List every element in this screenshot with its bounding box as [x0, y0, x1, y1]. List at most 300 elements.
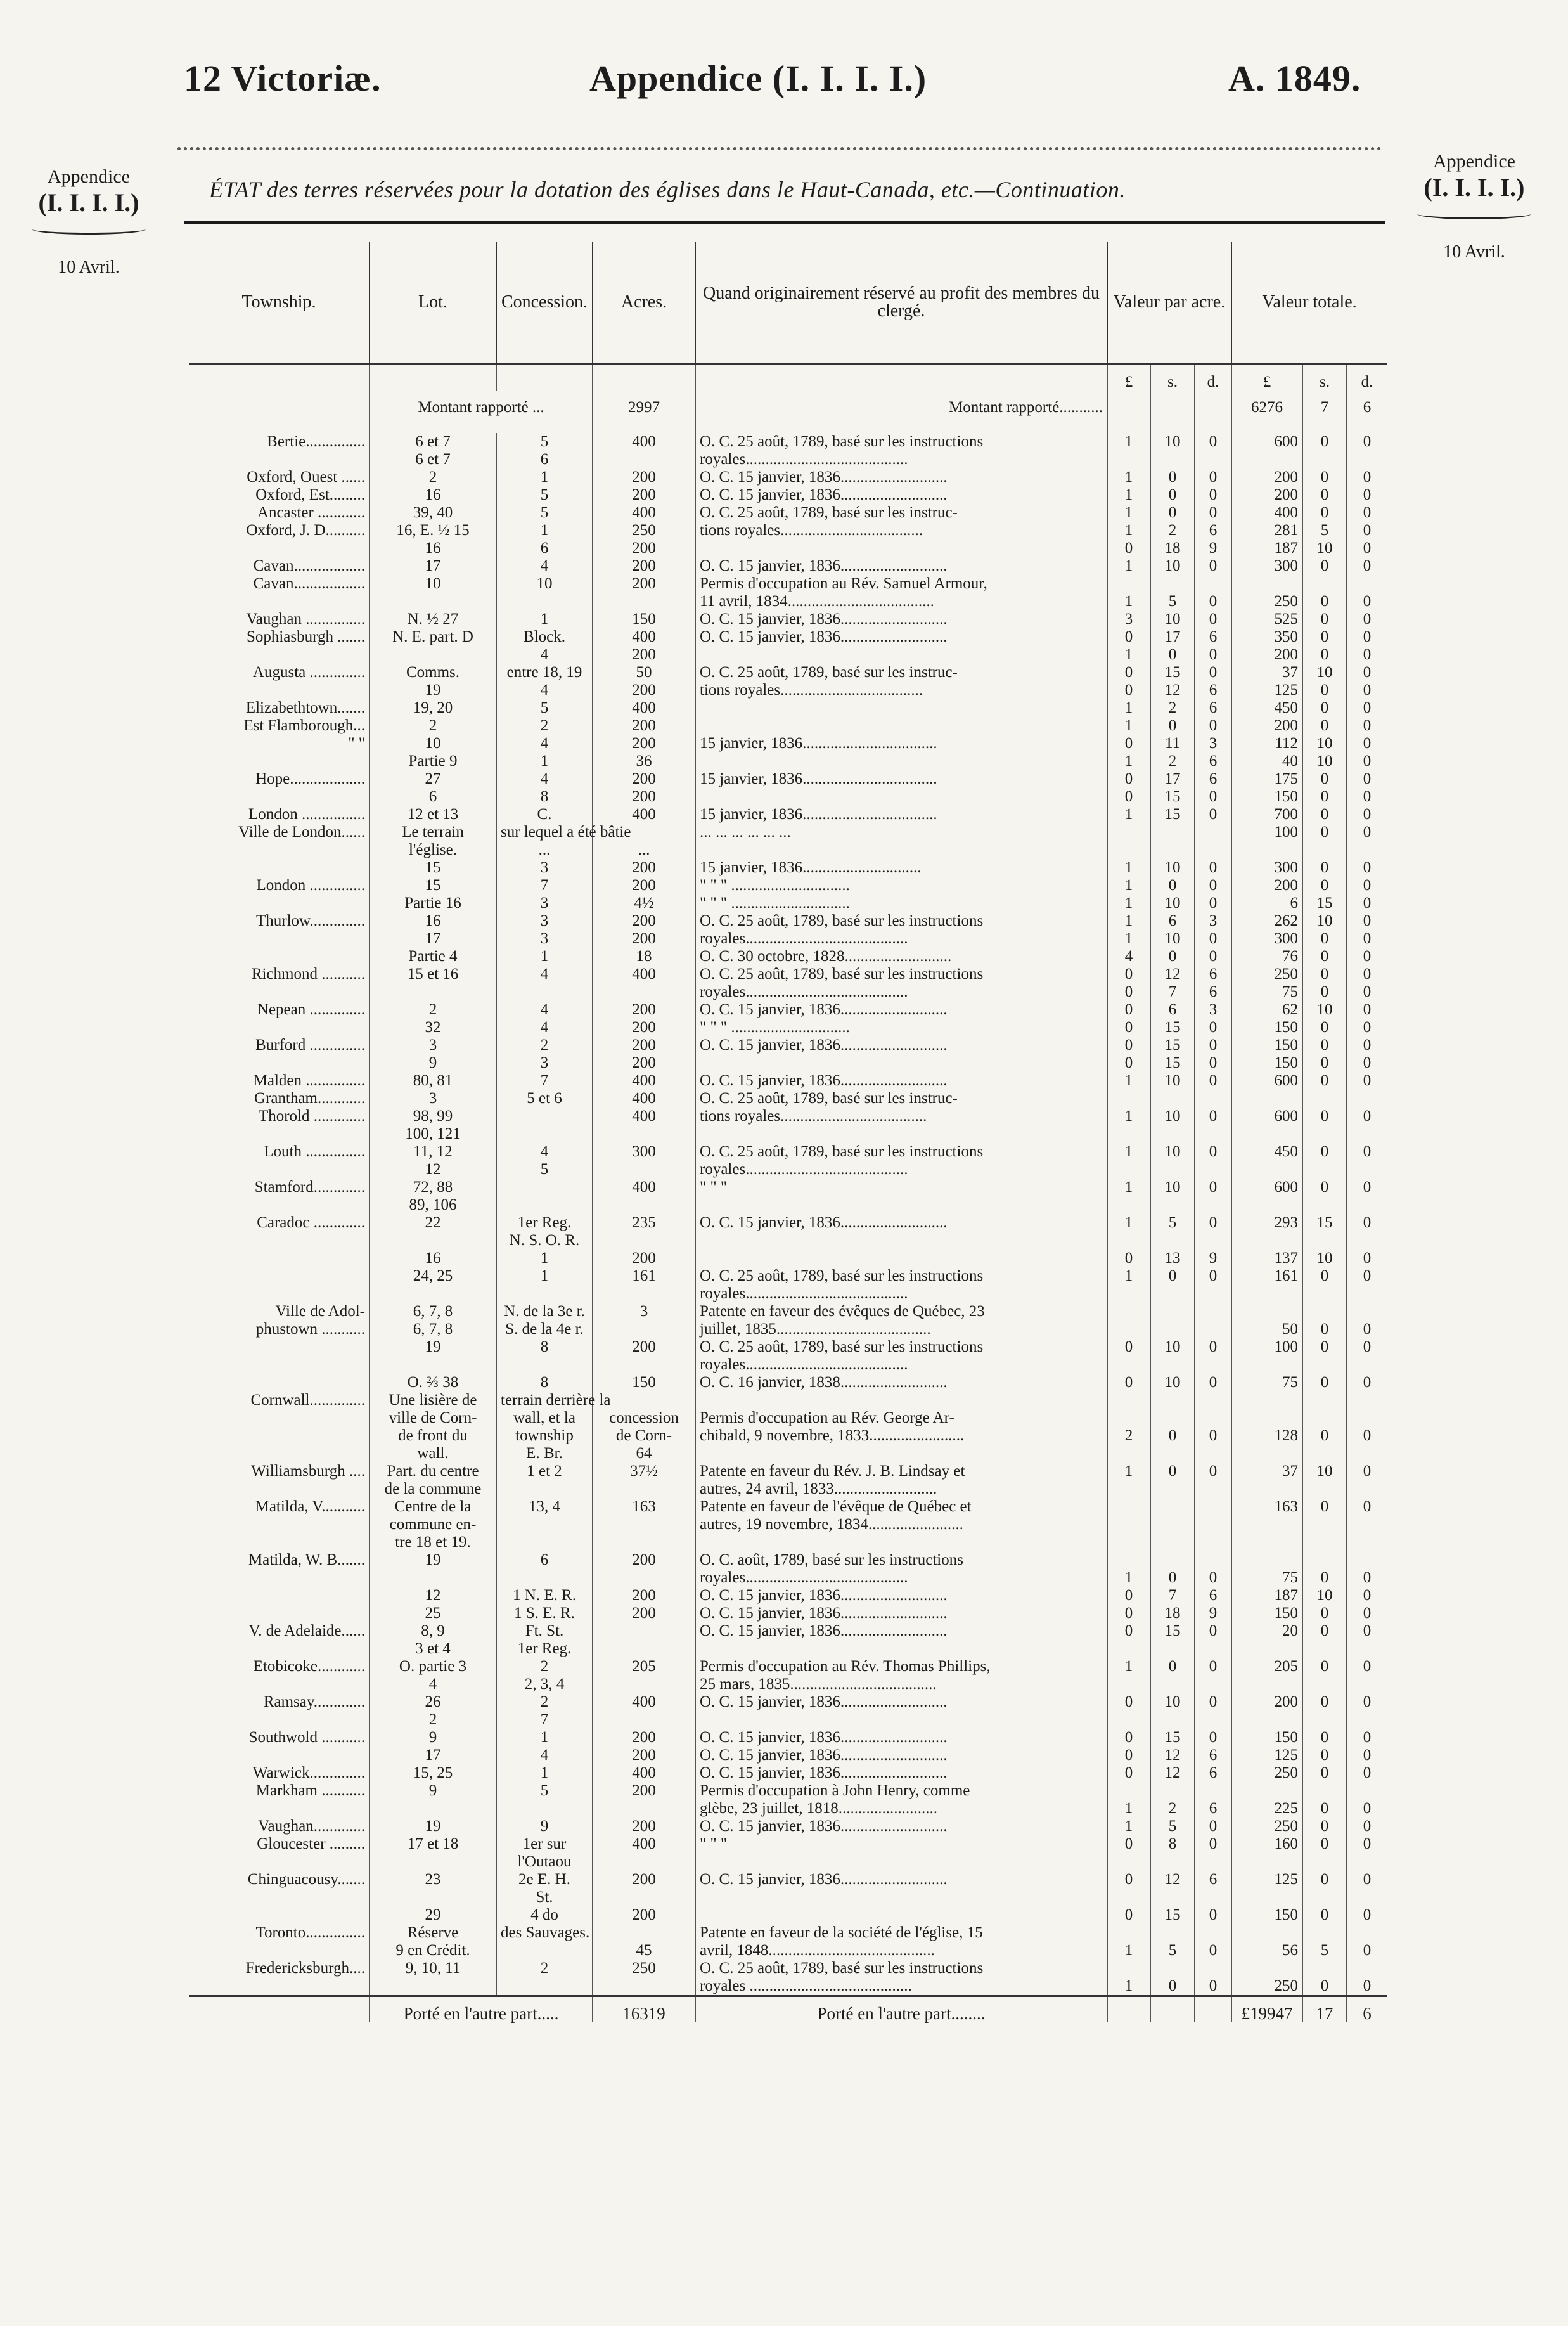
- cell-total-pounds: [1231, 1161, 1302, 1179]
- cell-total-pounds: 20: [1231, 1622, 1302, 1640]
- table-row: [189, 1871, 1387, 1889]
- cell-acres: 400: [593, 504, 695, 522]
- cell-shillings-per-acre: 15: [1150, 788, 1195, 806]
- table-row: [189, 486, 1387, 504]
- cell-total-pounds: 250: [1231, 1977, 1302, 1996]
- cell-shillings-per-acre: 11: [1150, 735, 1195, 753]
- cell-reserve-date: [695, 1640, 1107, 1658]
- cell-total-pounds: 150: [1231, 1605, 1302, 1622]
- cell-concession: wall, et la: [496, 1409, 593, 1427]
- cell-pounds-per-acre: [1107, 1534, 1150, 1551]
- cell-reserve-date: [695, 841, 1107, 859]
- cell-lot: 6, 7, 8: [370, 1303, 496, 1321]
- cell-concession: 4: [496, 1019, 593, 1037]
- cell-total-shillings: 0: [1302, 628, 1347, 646]
- cell-total-pence: 0: [1347, 1835, 1387, 1853]
- cell-shillings-per-acre: [1150, 1924, 1195, 1942]
- cell-total-pence: 0: [1347, 1250, 1387, 1267]
- cell-total-pence: [1347, 1782, 1387, 1800]
- cell-reserve-date: O. C. 15 janvier, 1836...........................: [695, 468, 1107, 486]
- cell-total-pence: 0: [1347, 1942, 1387, 1960]
- cell-pence-per-acre: 0: [1195, 1267, 1231, 1285]
- cell-shillings-per-acre: 10: [1150, 930, 1195, 948]
- cell-reserve-date: royales.........................................: [695, 983, 1107, 1001]
- cell-total-pence: 0: [1347, 1693, 1387, 1711]
- cell-concession: [496, 1285, 593, 1303]
- cell-shillings-per-acre: 15: [1150, 1054, 1195, 1072]
- cell-reserve-date: Permis d'occupation au Rév. Thomas Phillips,: [695, 1658, 1107, 1676]
- cell-pounds-per-acre: 0: [1107, 682, 1150, 699]
- cell-reserve-date: Permis d'occupation à John Henry, comme: [695, 1782, 1107, 1800]
- cell-shillings-per-acre: 15: [1150, 806, 1195, 824]
- cell-shillings-per-acre: 15: [1150, 1622, 1195, 1640]
- cell-lot: 39, 40: [370, 504, 496, 522]
- cell-concession: ...: [496, 841, 593, 859]
- cell-pence-per-acre: 0: [1195, 948, 1231, 966]
- cell-pounds-per-acre: [1107, 1853, 1150, 1871]
- table-row: [189, 1729, 1387, 1747]
- cell-concession: 4: [496, 557, 593, 575]
- cell-township: Elizabethtown.......: [245, 699, 365, 716]
- cell-township: Ville de London......: [238, 824, 365, 841]
- cell-concession: [496, 1977, 593, 1996]
- cell-acres: [593, 1640, 695, 1658]
- table-row: [189, 1037, 1387, 1054]
- cell-township: Thorold .............: [258, 1108, 365, 1125]
- table-row: [189, 540, 1387, 557]
- cell-pounds-per-acre: 0: [1107, 1764, 1150, 1782]
- carried-forward-desc: Porté en l'autre part........: [695, 1996, 1107, 2023]
- cell-reserve-date: [695, 540, 1107, 557]
- table-row: [189, 1676, 1387, 1693]
- cell-lot: tre 18 et 19.: [370, 1534, 496, 1551]
- unit-shillings: s.: [1150, 364, 1195, 392]
- cell-total-pence: 0: [1347, 983, 1387, 1001]
- cell-pence-per-acre: 6: [1195, 1587, 1231, 1605]
- cell-total-pounds: 128: [1231, 1427, 1302, 1445]
- table-row: [189, 1179, 1387, 1196]
- cell-concession: [496, 1196, 593, 1214]
- cell-total-pence: [1347, 575, 1387, 593]
- cell-township: Matilda, V...........: [255, 1498, 365, 1515]
- cell-shillings-per-acre: [1150, 1321, 1195, 1338]
- cell-pounds-per-acre: [1107, 1480, 1150, 1498]
- col-acres: Acres.: [593, 242, 695, 364]
- cell-total-shillings: [1302, 1711, 1347, 1729]
- cell-pence-per-acre: [1195, 1640, 1231, 1658]
- cell-lot: 12 et 13: [370, 806, 496, 824]
- cell-pence-per-acre: [1195, 1232, 1231, 1250]
- cell-lot: [370, 1853, 496, 1871]
- table-row: [189, 1356, 1387, 1374]
- cell-lot: 16: [370, 540, 496, 557]
- cell-reserve-date: O. C. 15 janvier, 1836...........................: [695, 486, 1107, 504]
- cell-total-pence: 0: [1347, 877, 1387, 895]
- cell-total-shillings: [1302, 1161, 1347, 1179]
- cell-total-shillings: 10: [1302, 735, 1347, 753]
- cell-total-pence: 0: [1347, 1729, 1387, 1747]
- cell-lot: Une lisière de: [370, 1392, 496, 1409]
- table-row: [189, 504, 1387, 522]
- cell-concession: 3: [496, 859, 593, 877]
- cell-pence-per-acre: [1195, 1285, 1231, 1303]
- cell-total-pounds: 160: [1231, 1835, 1302, 1853]
- cell-total-pounds: [1231, 1782, 1302, 1800]
- cell-pounds-per-acre: 1: [1107, 877, 1150, 895]
- cell-shillings-per-acre: [1150, 1125, 1195, 1143]
- cell-shillings-per-acre: 0: [1150, 504, 1195, 522]
- cell-pounds-per-acre: 3: [1107, 611, 1150, 628]
- table-row: [189, 1019, 1387, 1037]
- cell-total-pounds: 700: [1231, 806, 1302, 824]
- cell-concession: 5: [496, 1161, 593, 1179]
- cell-reserve-date: O. C. 25 août, 1789, basé sur les instruc-: [695, 1090, 1107, 1108]
- cell-reserve-date: autres, 24 avril, 1833..........................: [695, 1480, 1107, 1498]
- cell-shillings-per-acre: 0: [1150, 877, 1195, 895]
- cell-township: [189, 948, 370, 966]
- cell-total-pence: 0: [1347, 1764, 1387, 1782]
- cell-total-pence: 0: [1347, 948, 1387, 966]
- cell-total-pence: [1347, 1409, 1387, 1427]
- cell-township: Vaughan ...............: [246, 611, 365, 628]
- table-row: [189, 1392, 1387, 1409]
- cell-concession: 5: [496, 504, 593, 522]
- cell-pounds-per-acre: [1107, 1356, 1150, 1374]
- cell-total-shillings: [1302, 1392, 1347, 1409]
- cell-total-pence: [1347, 1534, 1387, 1551]
- cell-pence-per-acre: [1195, 1711, 1231, 1729]
- cell-township: Bertie...............: [267, 433, 365, 450]
- cell-township: Nepean ..............: [257, 1001, 365, 1018]
- cell-reserve-date: O. C. 25 août, 1789, basé sur les instructions: [695, 433, 1107, 451]
- cell-reserve-date: [695, 1392, 1107, 1409]
- header-divider: [177, 147, 1382, 150]
- cell-township: Warwick..............: [252, 1764, 365, 1781]
- cell-acres: concession: [593, 1409, 695, 1427]
- cell-concession: C.: [496, 806, 593, 824]
- cell-acres: 200: [593, 1871, 695, 1889]
- cell-reserve-date: [695, 788, 1107, 806]
- cell-total-shillings: 0: [1302, 1835, 1347, 1853]
- cell-total-pence: 0: [1347, 611, 1387, 628]
- cell-total-pounds: 600: [1231, 1072, 1302, 1090]
- cell-total-shillings: 0: [1302, 433, 1347, 451]
- cell-township: " ": [348, 735, 365, 752]
- cell-lot: [370, 1232, 496, 1250]
- cell-total-pounds: 525: [1231, 611, 1302, 628]
- cell-township: [189, 1942, 370, 1960]
- cell-concession: [496, 1569, 593, 1587]
- cell-shillings-per-acre: 0: [1150, 1658, 1195, 1676]
- unit-pence: d.: [1195, 364, 1231, 392]
- cell-concession: 2: [496, 1960, 593, 1977]
- table-row: [189, 433, 1387, 451]
- cell-reserve-date: O. C. 15 janvier, 1836...........................: [695, 557, 1107, 575]
- cell-total-shillings: [1302, 1640, 1347, 1658]
- cell-reserve-date: [695, 1125, 1107, 1143]
- cell-acres: 200: [593, 1054, 695, 1072]
- cell-reserve-date: [695, 1445, 1107, 1463]
- cell-lot: 9: [370, 1054, 496, 1072]
- cell-total-pounds: 450: [1231, 699, 1302, 717]
- cell-total-pounds: 300: [1231, 557, 1302, 575]
- cell-total-pounds: [1231, 1516, 1302, 1534]
- cell-pence-per-acre: [1195, 451, 1231, 468]
- cell-pounds-per-acre: 0: [1107, 1338, 1150, 1356]
- cell-acres: 400: [593, 1090, 695, 1108]
- column-headers: [189, 242, 1387, 364]
- cell-total-pounds: [1231, 575, 1302, 593]
- cell-reserve-date: royales .........................................: [695, 1977, 1107, 1996]
- cell-reserve-date: [695, 646, 1107, 664]
- cell-township: Richmond ...........: [251, 966, 365, 983]
- cell-lot: 72, 88: [370, 1179, 496, 1196]
- brought-forward-pounds: 6276: [1231, 391, 1302, 433]
- cell-total-pence: 0: [1347, 1427, 1387, 1445]
- cell-total-pence: 0: [1347, 912, 1387, 930]
- cell-pounds-per-acre: 1: [1107, 1143, 1150, 1161]
- cell-pence-per-acre: 0: [1195, 895, 1231, 912]
- cell-lot: 16: [370, 486, 496, 504]
- table-row: [189, 1622, 1387, 1640]
- cell-acres: 400: [593, 628, 695, 646]
- cell-total-pence: 0: [1347, 1374, 1387, 1392]
- cell-total-shillings: [1302, 1676, 1347, 1693]
- cell-pence-per-acre: [1195, 1853, 1231, 1871]
- cell-pence-per-acre: 0: [1195, 1835, 1231, 1853]
- cell-total-shillings: 0: [1302, 646, 1347, 664]
- table-row: [189, 1605, 1387, 1622]
- cell-total-pence: 0: [1347, 1321, 1387, 1338]
- cell-pence-per-acre: 0: [1195, 1977, 1231, 1996]
- cell-shillings-per-acre: 2: [1150, 1800, 1195, 1818]
- cell-concession: terrain derrière la: [496, 1392, 593, 1409]
- cell-acres: 50: [593, 664, 695, 682]
- cell-total-pounds: 187: [1231, 540, 1302, 557]
- cell-acres: 205: [593, 1658, 695, 1676]
- cell-reserve-date: " " " ..............................: [695, 895, 1107, 912]
- cell-lot: 11, 12: [370, 1143, 496, 1161]
- cell-acres: 200: [593, 1747, 695, 1764]
- table-row: [189, 1108, 1387, 1125]
- cell-lot: 100, 121: [370, 1125, 496, 1143]
- table-row: [189, 717, 1387, 735]
- cell-pounds-per-acre: 0: [1107, 1747, 1150, 1764]
- cell-acres: 200: [593, 468, 695, 486]
- cell-pounds-per-acre: 0: [1107, 1250, 1150, 1267]
- cell-reserve-date: O. C. 25 août, 1789, basé sur les instruc-: [695, 664, 1107, 682]
- cell-lot: l'église.: [370, 841, 496, 859]
- cell-total-shillings: 0: [1302, 770, 1347, 788]
- cell-total-pence: 0: [1347, 1072, 1387, 1090]
- cell-township: [189, 451, 370, 468]
- cell-concession: Block.: [496, 628, 593, 646]
- table-row: [189, 806, 1387, 824]
- cell-pounds-per-acre: 1: [1107, 1942, 1150, 1960]
- cell-lot: 3: [370, 1037, 496, 1054]
- cell-pounds-per-acre: 1: [1107, 433, 1150, 451]
- cell-reserve-date: O. C. 25 août, 1789, basé sur les instruc-: [695, 504, 1107, 522]
- cell-pence-per-acre: 0: [1195, 646, 1231, 664]
- cell-pence-per-acre: 0: [1195, 1622, 1231, 1640]
- cell-total-pence: [1347, 1516, 1387, 1534]
- cell-pounds-per-acre: 1: [1107, 1800, 1150, 1818]
- table-row: [189, 1800, 1387, 1818]
- cell-shillings-per-acre: [1150, 1356, 1195, 1374]
- cell-township: [189, 1569, 370, 1587]
- cell-shillings-per-acre: 10: [1150, 1374, 1195, 1392]
- cell-total-pounds: 100: [1231, 824, 1302, 841]
- cell-township: Oxford, J. D..........: [246, 522, 365, 539]
- cell-reserve-date: Patente en faveur des évêques de Québec, 23: [695, 1303, 1107, 1321]
- cell-reserve-date: O. C. 15 janvier, 1836...........................: [695, 1622, 1107, 1640]
- cell-total-shillings: 0: [1302, 1622, 1347, 1640]
- cell-shillings-per-acre: [1150, 1782, 1195, 1800]
- cell-concession: S. de la 4e r.: [496, 1321, 593, 1338]
- cell-pence-per-acre: 6: [1195, 1747, 1231, 1764]
- cell-reserve-date: O. C. 15 janvier, 1836...........................: [695, 1747, 1107, 1764]
- right-margin-note: [1385, 151, 1563, 262]
- cell-total-pence: 0: [1347, 1108, 1387, 1125]
- table-row: [189, 1818, 1387, 1835]
- cell-pence-per-acre: [1195, 1516, 1231, 1534]
- table-row: [189, 557, 1387, 575]
- table-row: [189, 628, 1387, 646]
- cell-shillings-per-acre: 0: [1150, 717, 1195, 735]
- cell-lot: 6 et 7: [370, 451, 496, 468]
- cell-township: Sophiasburgh .......: [246, 628, 365, 645]
- cell-lot: 98, 99: [370, 1108, 496, 1125]
- cell-shillings-per-acre: [1150, 1196, 1195, 1214]
- cell-pounds-per-acre: [1107, 1676, 1150, 1693]
- cell-shillings-per-acre: 0: [1150, 468, 1195, 486]
- cell-total-shillings: 0: [1302, 1498, 1347, 1516]
- cell-acres: [593, 1977, 695, 1996]
- cell-lot: 27: [370, 770, 496, 788]
- cell-pounds-per-acre: 0: [1107, 1587, 1150, 1605]
- cell-township: [189, 983, 370, 1001]
- cell-total-pence: 0: [1347, 1800, 1387, 1818]
- table-row: [189, 1782, 1387, 1800]
- cell-total-shillings: 0: [1302, 788, 1347, 806]
- cell-township: [189, 859, 370, 877]
- cell-total-pence: 0: [1347, 1977, 1387, 1996]
- cell-pounds-per-acre: [1107, 1232, 1150, 1250]
- cell-acres: 400: [593, 966, 695, 983]
- margin-date: 10 Avril.: [1443, 242, 1505, 262]
- cell-shillings-per-acre: [1150, 451, 1195, 468]
- cell-acres: 200: [593, 1250, 695, 1267]
- cell-concession: 6: [496, 1551, 593, 1569]
- cell-lot: Réserve: [370, 1924, 496, 1942]
- cell-acres: [593, 1161, 695, 1179]
- cell-township: Ville de Adol-: [275, 1303, 365, 1320]
- table-row: [189, 1321, 1387, 1338]
- cell-reserve-date: O. C. 15 janvier, 1836...........................: [695, 1587, 1107, 1605]
- cell-lot: 15: [370, 859, 496, 877]
- cell-total-pounds: [1231, 1303, 1302, 1321]
- cell-reserve-date: O. C. 15 janvier, 1836...........................: [695, 1605, 1107, 1622]
- cell-pence-per-acre: [1195, 841, 1231, 859]
- cell-lot: commune en-: [370, 1516, 496, 1534]
- cell-pounds-per-acre: 0: [1107, 1622, 1150, 1640]
- cell-pounds-per-acre: [1107, 1409, 1150, 1427]
- table-row: [189, 1143, 1387, 1161]
- cell-pounds-per-acre: 1: [1107, 504, 1150, 522]
- table-row: [189, 593, 1387, 611]
- cell-shillings-per-acre: 7: [1150, 1587, 1195, 1605]
- cell-concession: [496, 1125, 593, 1143]
- cell-township: [189, 1232, 370, 1250]
- cell-acres: 400: [593, 1764, 695, 1782]
- cell-total-pence: 0: [1347, 682, 1387, 699]
- cell-concession: 1er sur: [496, 1835, 593, 1853]
- cell-reserve-date: [695, 1889, 1107, 1906]
- cell-pounds-per-acre: [1107, 1551, 1150, 1569]
- cell-reserve-date: O. C. 15 janvier, 1836...........................: [695, 1729, 1107, 1747]
- cell-shillings-per-acre: 15: [1150, 1729, 1195, 1747]
- cell-pence-per-acre: 0: [1195, 504, 1231, 522]
- cell-acres: 200: [593, 770, 695, 788]
- cell-lot: 16: [370, 1250, 496, 1267]
- cell-shillings-per-acre: [1150, 1498, 1195, 1516]
- cell-acres: [593, 983, 695, 1001]
- cell-total-shillings: 10: [1302, 1587, 1347, 1605]
- cell-total-shillings: 0: [1302, 1764, 1347, 1782]
- cell-total-shillings: 0: [1302, 948, 1347, 966]
- cell-total-pence: 0: [1347, 628, 1387, 646]
- cell-shillings-per-acre: 5: [1150, 1942, 1195, 1960]
- cell-acres: 161: [593, 1267, 695, 1285]
- cell-pence-per-acre: 0: [1195, 1427, 1231, 1445]
- cell-lot: Partie 9: [370, 753, 496, 770]
- cell-pounds-per-acre: 1: [1107, 486, 1150, 504]
- cell-lot: [370, 593, 496, 611]
- cell-acres: [593, 1534, 695, 1551]
- cell-shillings-per-acre: 12: [1150, 1764, 1195, 1782]
- cell-total-pounds: 100: [1231, 1338, 1302, 1356]
- cell-shillings-per-acre: 5: [1150, 1818, 1195, 1835]
- cell-total-shillings: 0: [1302, 966, 1347, 983]
- cell-concession: 1 et 2: [496, 1463, 593, 1480]
- cell-shillings-per-acre: 5: [1150, 593, 1195, 611]
- brought-forward-shillings: 7: [1302, 391, 1347, 433]
- cell-total-pence: 0: [1347, 788, 1387, 806]
- cell-acres: 200: [593, 788, 695, 806]
- table-row: [189, 770, 1387, 788]
- cell-concession: [496, 1108, 593, 1125]
- cell-shillings-per-acre: 2: [1150, 699, 1195, 717]
- cell-pounds-per-acre: 1: [1107, 1179, 1150, 1196]
- unit-total-shillings: s.: [1302, 364, 1347, 392]
- cell-total-pounds: 200: [1231, 1693, 1302, 1711]
- cell-total-pounds: 225: [1231, 1800, 1302, 1818]
- cell-acres: [593, 1196, 695, 1214]
- cell-township: [189, 1534, 370, 1551]
- cell-concession: [496, 1942, 593, 1960]
- cell-total-pence: 0: [1347, 1587, 1387, 1605]
- cell-total-pence: 0: [1347, 646, 1387, 664]
- cell-reserve-date: [695, 1534, 1107, 1551]
- cell-pence-per-acre: [1195, 1782, 1231, 1800]
- table-row: [189, 948, 1387, 966]
- cell-pounds-per-acre: [1107, 1392, 1150, 1409]
- cell-shillings-per-acre: 5: [1150, 1214, 1195, 1232]
- cell-shillings-per-acre: [1150, 1409, 1195, 1427]
- cell-acres: 200: [593, 1001, 695, 1019]
- cell-pounds-per-acre: [1107, 1090, 1150, 1108]
- cell-total-pence: 0: [1347, 859, 1387, 877]
